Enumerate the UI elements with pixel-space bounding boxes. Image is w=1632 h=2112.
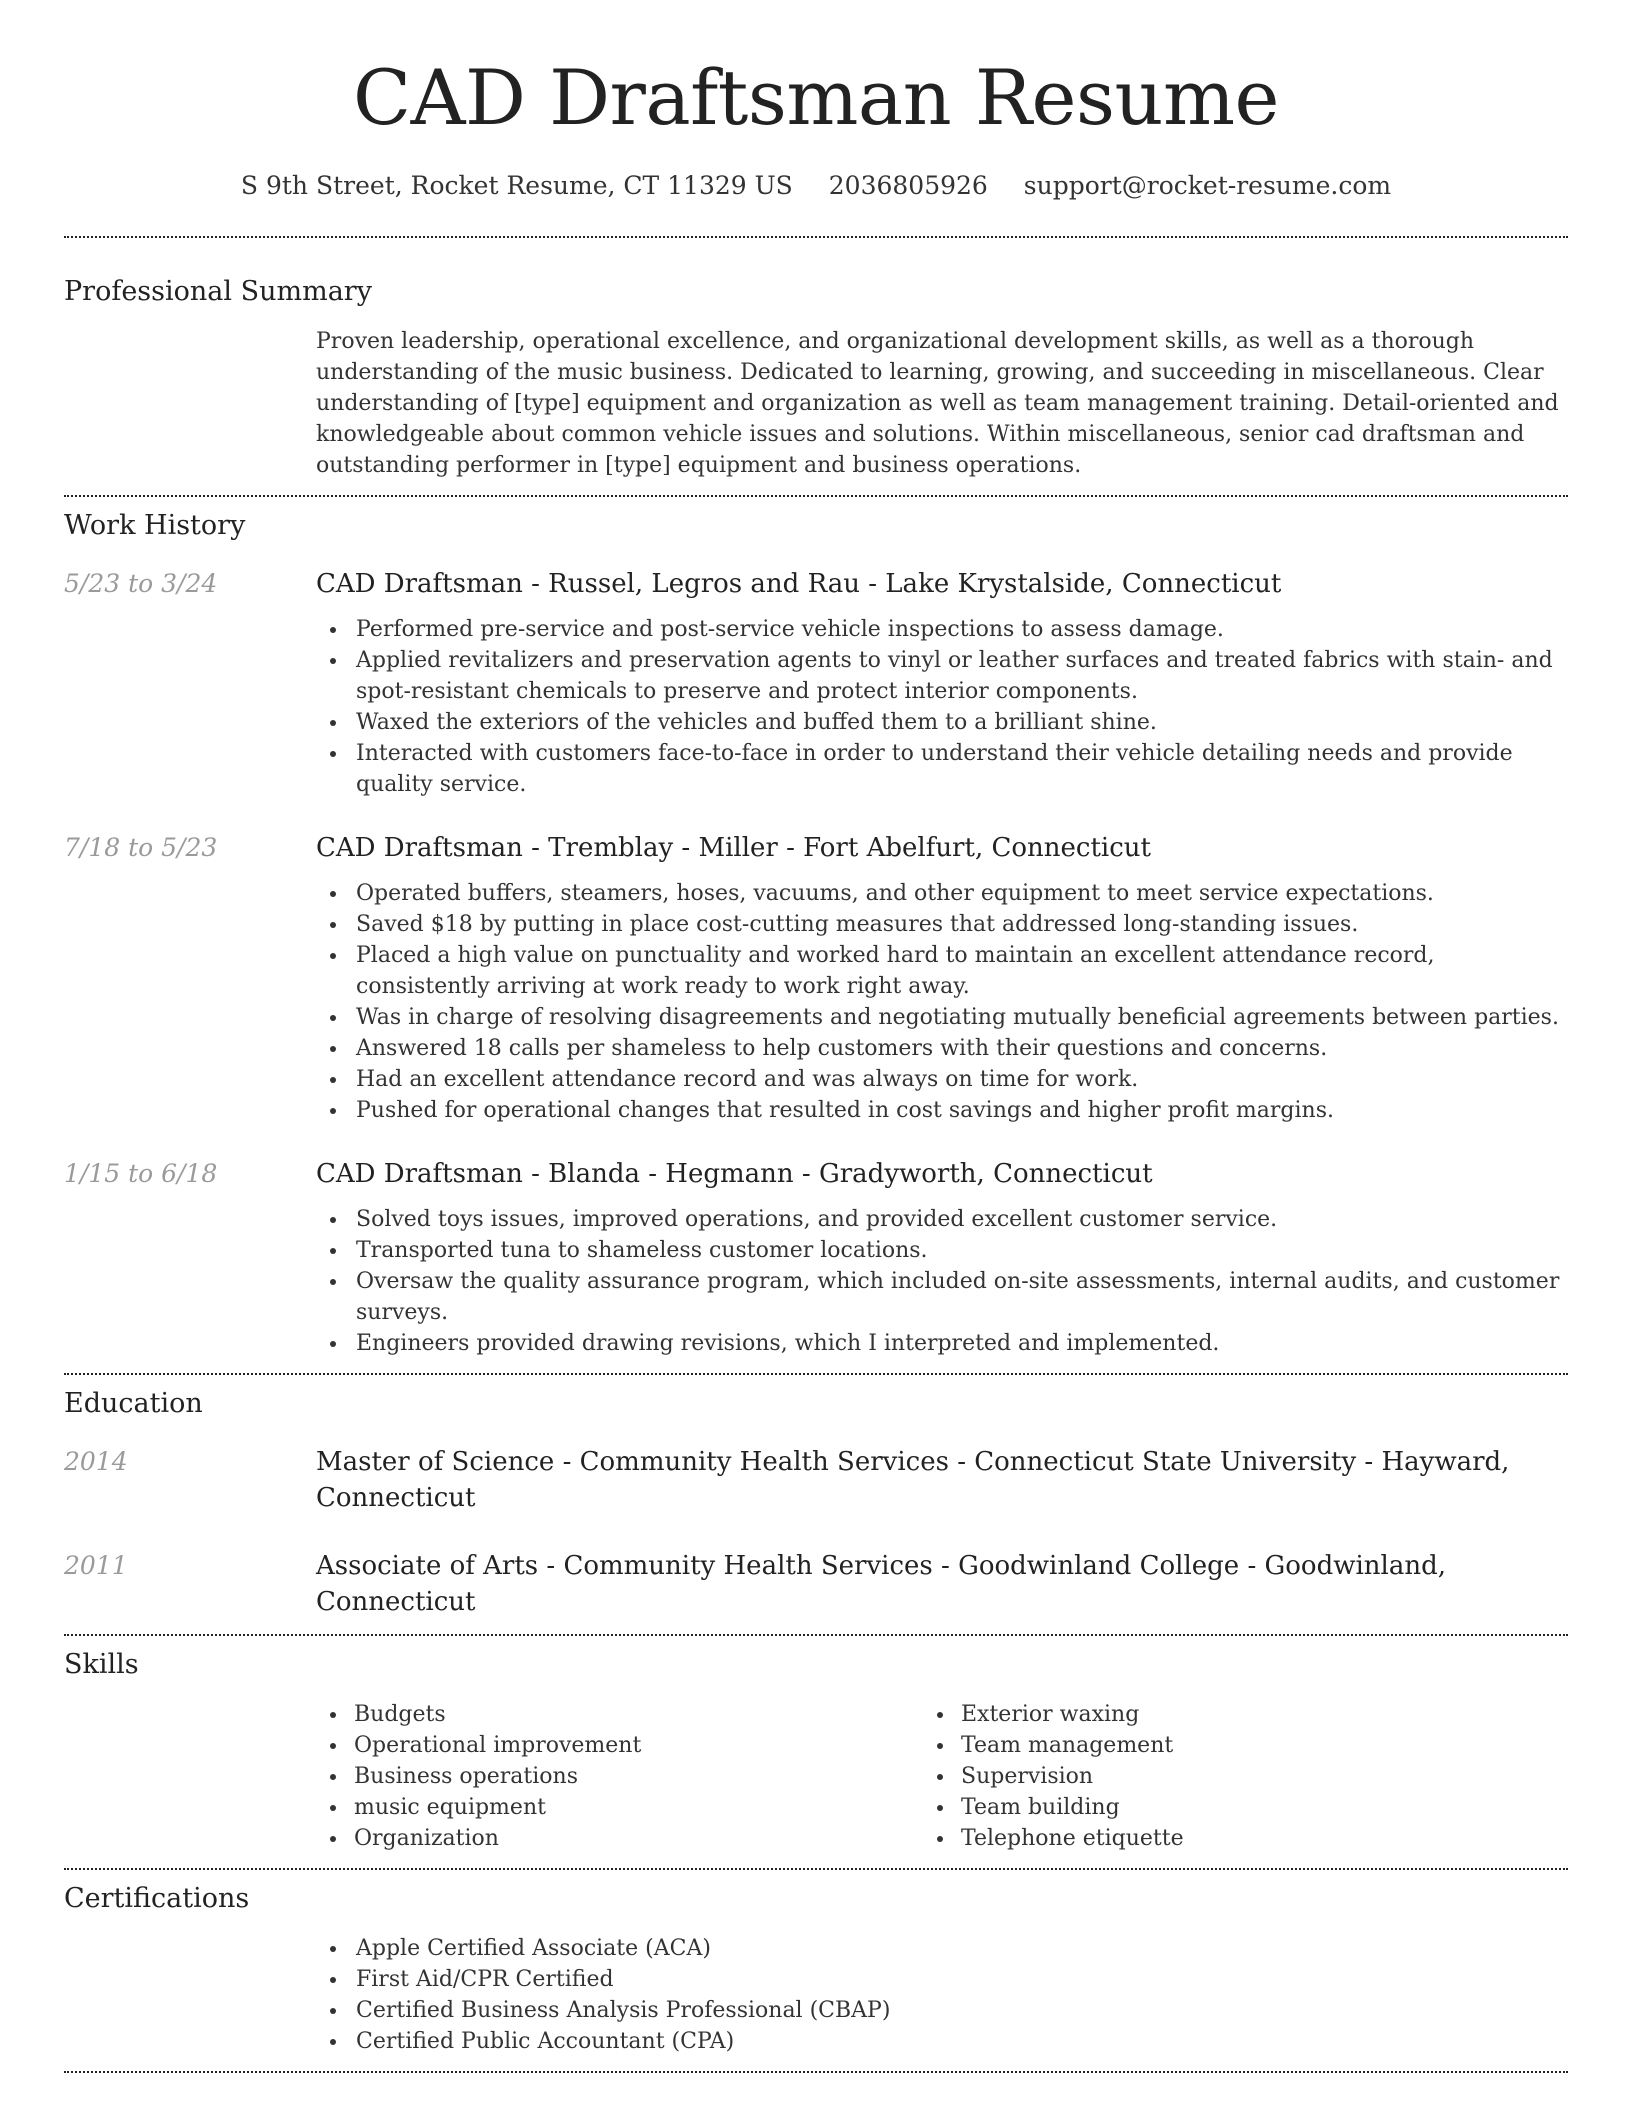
divider — [64, 1373, 1568, 1375]
list-item: Solved toys issues, improved operations, and provided excellent customer service. — [354, 1204, 1568, 1235]
divider — [64, 495, 1568, 497]
work-history-section — [64, 508, 1568, 1359]
divider — [64, 236, 1568, 238]
list-item: Oversaw the quality assurance program, which included on-site assessments, internal audits, and customer surveys. — [354, 1266, 1568, 1328]
education-entry — [64, 1444, 1568, 1516]
divider — [64, 1634, 1568, 1636]
skill-item: Team management — [961, 1730, 1568, 1761]
resume-title: CAD Draftsman Resume — [352, 53, 1280, 142]
skills-column-left — [354, 1699, 961, 1854]
skill-item: Organization — [354, 1823, 961, 1854]
skill-item: music equipment — [354, 1792, 961, 1823]
section-heading-summary: Professional Summary — [64, 276, 372, 307]
job-bullets — [354, 614, 1568, 800]
list-item: Placed a high value on punctuality and worked hard to maintain an excellent attendance record, consistently arriving at work ready to work right away. — [354, 940, 1568, 1002]
summary-text: Proven leadership, operational excellence, and organizational development skills, as well as a thorough understanding of the music business. Dedicated to learning, growing, and succeeding in miscellaneous. Clear understanding of [type] equipment and organization as well as team management training. Detail-oriented and knowledgeable about common vehicle issues and solutions. Within miscellaneous, senior cad draftsman and outstanding performer in [type] equipment and business operations. — [316, 329, 1559, 478]
contact-line — [64, 168, 1568, 204]
job-bullets — [354, 1204, 1568, 1359]
list-item: Answered 18 calls per shameless to help customers with their questions and concerns. — [354, 1033, 1568, 1064]
list-item: Was in charge of resolving disagreements and negotiating mutually beneficial agreements between parties. — [354, 1002, 1568, 1033]
contact-address: S 9th Street, Rocket Resume, CT 11329 US — [240, 171, 793, 200]
divider — [64, 1868, 1568, 1870]
list-item: Pushed for operational changes that resulted in cost savings and higher profit margins. — [354, 1095, 1568, 1126]
education-entry — [64, 1548, 1568, 1620]
skill-item: Budgets — [354, 1699, 961, 1730]
section-heading-education: Education — [64, 1388, 203, 1419]
certification-item: First Aid/CPR Certified — [354, 1964, 1568, 1995]
contact-phone: 2036805926 — [828, 171, 988, 200]
skill-item: Team building — [961, 1792, 1568, 1823]
education-date: 2014 — [64, 1447, 128, 1476]
job-date: 5/23 to 3/24 — [64, 569, 218, 598]
list-item: Had an excellent attendance record and was always on time for work. — [354, 1064, 1568, 1095]
job-bullets — [354, 878, 1568, 1126]
list-item: Applied revitalizers and preservation agents to vinyl or leather surfaces and treated fabrics with stain- and spot-resistant chemicals to preserve and protect interior components. — [354, 645, 1568, 707]
skill-item: Supervision — [961, 1761, 1568, 1792]
list-item: Operated buffers, steamers, hoses, vacuums, and other equipment to meet service expectations. — [354, 878, 1568, 909]
certification-item: Certified Public Accountant (CPA) — [354, 2026, 1568, 2057]
certifications-section — [64, 1881, 1568, 2057]
list-item: Transported tuna to shameless customer locations. — [354, 1235, 1568, 1266]
list-item: Saved $18 by putting in place cost-cutting measures that addressed long-standing issues. — [354, 909, 1568, 940]
skill-item: Business operations — [354, 1761, 961, 1792]
job-title: CAD Draftsman - Blanda - Hegmann - Gradyworth, Connecticut — [316, 1159, 1153, 1189]
section-heading-skills: Skills — [64, 1649, 139, 1680]
list-item: Interacted with customers face-to-face in order to understand their vehicle detailing needs and provide quality service. — [354, 738, 1568, 800]
education-degree: Master of Science - Community Health Services - Connecticut State University - Hayward, Connecticut — [316, 1447, 1510, 1513]
divider — [64, 2071, 1568, 2073]
certification-list — [354, 1933, 1568, 2057]
list-item: Waxed the exteriors of the vehicles and buffed them to a brilliant shine. — [354, 707, 1568, 738]
certification-item: Certified Business Analysis Professional (CBAP) — [354, 1995, 1568, 2026]
list-item: Performed pre-service and post-service vehicle inspections to assess damage. — [354, 614, 1568, 645]
section-heading-work: Work History — [64, 510, 246, 541]
resume-page — [64, 0, 1568, 2073]
skill-item: Operational improvement — [354, 1730, 961, 1761]
summary-section — [64, 274, 1568, 481]
job-entry — [64, 1156, 1568, 1359]
job-title: CAD Draftsman - Tremblay - Miller - Fort Abelfurt, Connecticut — [316, 833, 1151, 863]
list-item: Engineers provided drawing revisions, which I interpreted and implemented. — [354, 1328, 1568, 1359]
contact-email[interactable]: support@rocket-resume.com — [1023, 171, 1392, 200]
section-heading-certifications: Certifications — [64, 1883, 250, 1914]
skill-item: Exterior waxing — [961, 1699, 1568, 1730]
skills-column-right — [961, 1699, 1568, 1854]
skills-columns — [354, 1699, 1568, 1854]
skills-section — [64, 1647, 1568, 1854]
job-date: 1/15 to 6/18 — [64, 1159, 218, 1188]
education-degree: Associate of Arts - Community Health Services - Goodwinland College - Goodwinland, Connecticut — [316, 1551, 1446, 1617]
job-date: 7/18 to 5/23 — [64, 833, 218, 862]
certification-item: Apple Certified Associate (ACA) — [354, 1933, 1568, 1964]
education-section — [64, 1386, 1568, 1620]
job-title: CAD Draftsman - Russel, Legros and Rau - Lake Krystalside, Connecticut — [316, 569, 1282, 599]
education-date: 2011 — [64, 1551, 128, 1580]
skill-item: Telephone etiquette — [961, 1823, 1568, 1854]
job-entry — [64, 566, 1568, 800]
job-entry — [64, 830, 1568, 1126]
